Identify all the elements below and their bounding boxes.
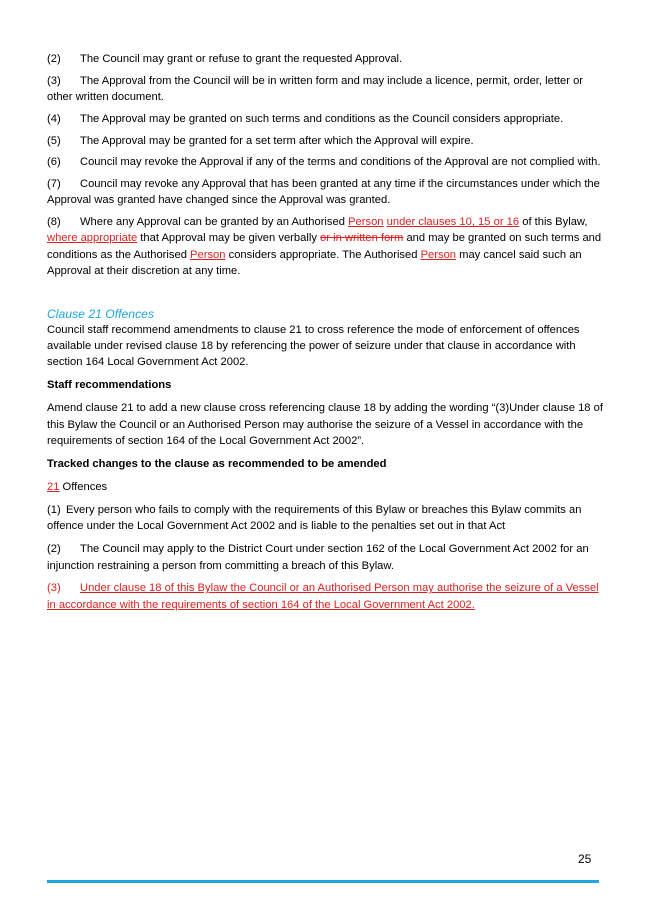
section-heading: Clause 21 Offences (47, 306, 155, 321)
paragraph-number: (3) (47, 582, 61, 595)
document-body (47, 51, 603, 613)
paragraph-text: Council may revoke the Approval if any of the terms and conditions of the Approval are not complied with. (80, 156, 601, 169)
paragraph-4 (47, 111, 603, 127)
paragraph-number: (3) (47, 74, 61, 87)
paragraph-number: (2) (47, 53, 61, 65)
paragraph-text: The Approval from the Council will be in written form and may include a licence, permit, order, letter or other written document. (47, 74, 584, 104)
inserted-text: Person (190, 248, 226, 261)
paragraph-text: Under clause 18 of this Bylaw the Council or an Authorised Person may authorise the seizure of a Vessel in accordance with the requirements of section 164 of the Local Government Act 2002. (47, 582, 599, 611)
paragraph-number: (8) (47, 216, 61, 229)
text-run: Where any Approval can be granted by an Authorised (80, 216, 349, 229)
inserted-text: where appropriate (47, 232, 138, 245)
paragraph-text: The Council may grant or refuse to grant the requested Approval. (80, 53, 403, 65)
paragraph-number: (6) (47, 156, 61, 169)
page-number: 25 (578, 852, 592, 866)
paragraph-7 (47, 176, 603, 209)
text-run: that Approval may be given verbally (137, 232, 321, 245)
paragraph-number: (5) (47, 134, 61, 147)
clause-title-text: Offences (59, 480, 108, 493)
staff-recommendations-text: Amend clause 21 to add a new clause cross referencing clause 18 by adding the wording “(3)Under clause 18 of this Bylaw the Council or an Authorised Person may authorise the seizure of a Vessel in accordance with the requirements of section 164 of the Local Government Act 2002”. (47, 402, 603, 448)
paragraph-text: The Approval may be granted on such terms and conditions as the Council considers appropriate. (80, 112, 564, 125)
clause-paragraph-3-inserted (47, 580, 603, 613)
clause-title (47, 479, 603, 495)
clause-paragraph-2 (47, 541, 603, 574)
paragraph-8 (47, 214, 603, 280)
paragraph-2 (47, 51, 603, 67)
text-run: considers appropriate. The Authorised (225, 248, 421, 261)
paragraph-3 (47, 73, 603, 106)
paragraph-number: (4) (47, 112, 61, 125)
deleted-text: or in written form (320, 232, 404, 245)
paragraph-number: (1) (47, 503, 61, 516)
paragraph-number: (2) (47, 543, 61, 556)
inserted-text: under clauses 10, 15 or 16 (386, 216, 520, 229)
paragraph-text: Every person who fails to comply with the requirements of this Bylaw or breaches this Bylaw commits an offence under the Local Government Act 2002 and is liable to the penalties set out in that Act (47, 503, 582, 533)
tracked-changes-heading: Tracked changes to the clause as recommended to be amended (47, 458, 387, 470)
footer-rule (47, 880, 599, 883)
paragraph-text: The Council may apply to the District Court under section 162 of the Local Government Act 2002 for an injunction restraining a person from committing a breach of this Bylaw. (47, 543, 589, 572)
text-run: of this Bylaw, (519, 216, 588, 229)
paragraph-number: (7) (47, 177, 61, 190)
inserted-text: Person (348, 216, 384, 229)
text-run: and may be granted on such terms and conditions as the Authorised (47, 232, 602, 261)
clause-number: 21 (47, 480, 60, 493)
paragraph-6 (47, 154, 603, 170)
staff-recommendations-heading: Staff recommendations (47, 379, 172, 392)
section-intro: Council staff recommend amendments to clause 21 to cross reference the mode of enforcement of offences available under revised clause 18 by referencing the power of seizure under that clause in accordance with section 164 Local Government Act 2002. (47, 323, 580, 369)
paragraph-text: The Approval may be granted for a set term after which the Approval will expire. (80, 134, 474, 147)
inserted-text: Person (420, 248, 457, 261)
clause-paragraph-1 (47, 502, 603, 535)
paragraph-text: Council may revoke any Approval that has been granted at any time if the circumstances under which the Approval was granted have changed since the Approval was granted. (47, 177, 600, 207)
text-run: may cancel said such an Approval at their discretion at any time. (47, 248, 582, 278)
paragraph-5 (47, 133, 603, 149)
